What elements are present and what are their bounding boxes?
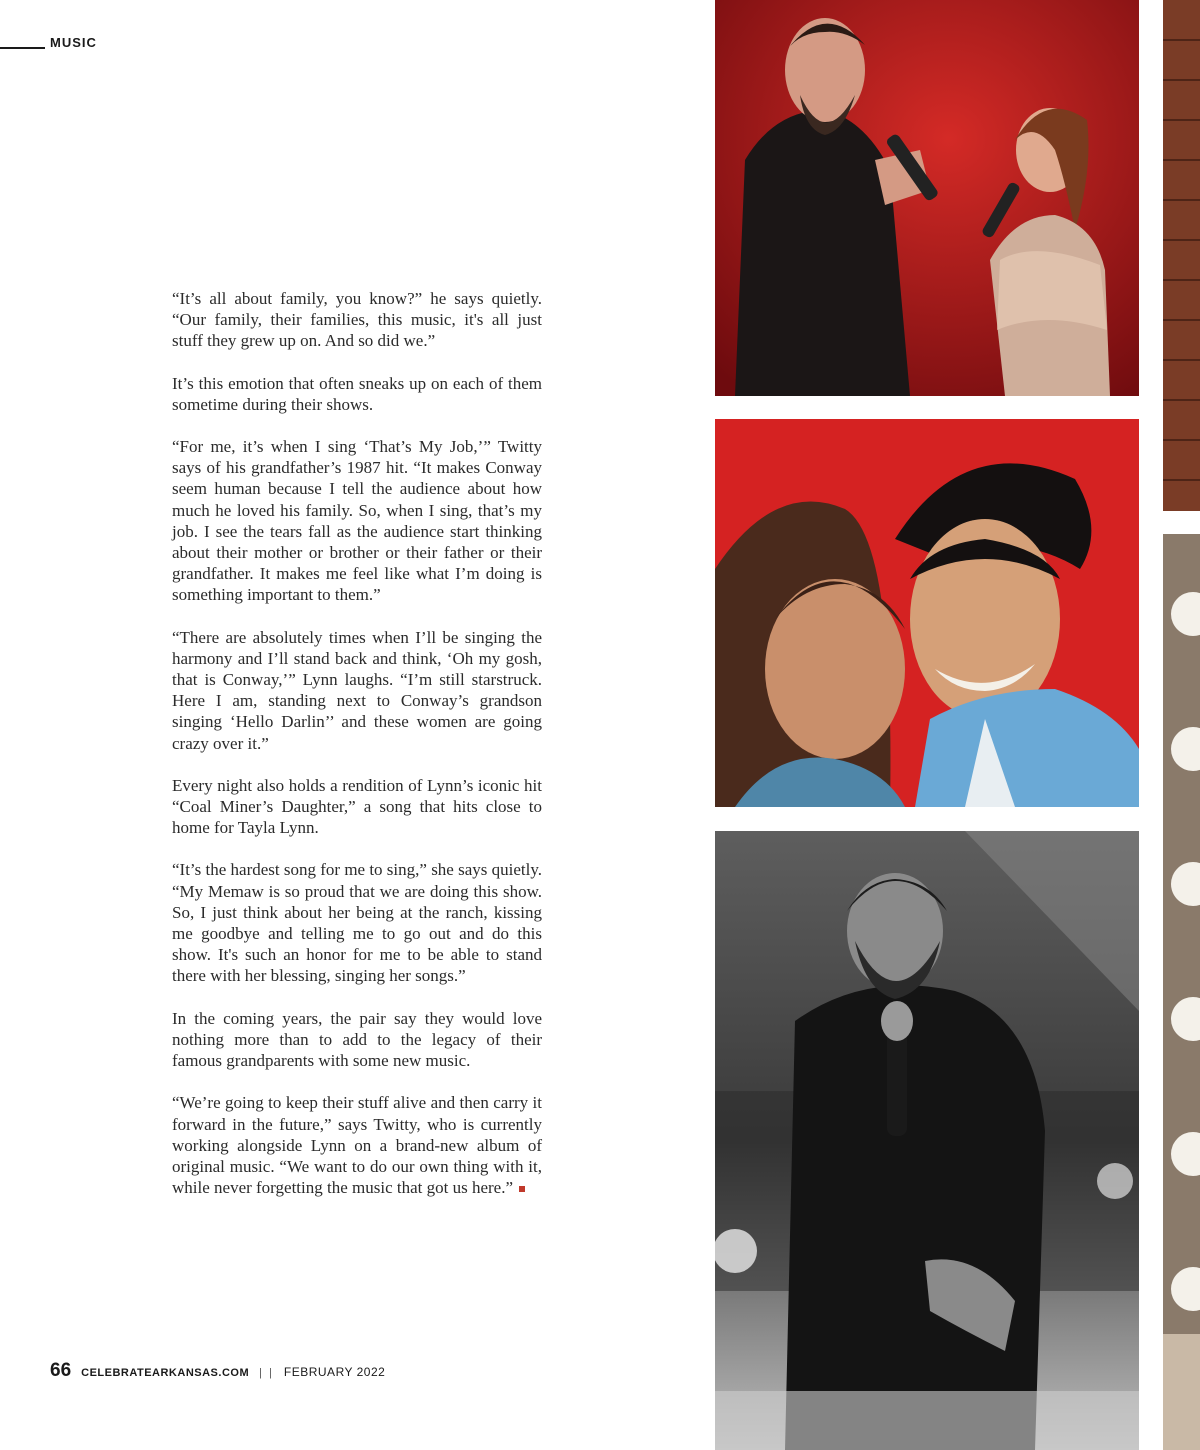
article-paragraph: “It’s the hardest song for me to sing,” she says quietly. “My Memaw is so proud that we are doing this show. So, I just think about her being at the ranch, kissing me goodbye and telling me to go out and do this show. It's such an honor for me to be able to stand there with her blessing, singing her songs.” xyxy=(172,860,542,986)
photo-duet-on-stage xyxy=(715,0,1139,396)
issue-date: FEBRUARY 2022 xyxy=(283,1365,386,1379)
section-rule xyxy=(0,47,45,49)
end-of-article-mark xyxy=(519,1186,525,1192)
article-paragraph-text: “We’re going to keep their stuff alive and then carry it forward in the future,” says Twitty, who is currently working alongside Lynn on a brand-new album of original music. “We want to do our own thing with it, while never forgetting the music that got us here.” xyxy=(172,1093,542,1198)
article-paragraph: In the coming years, the pair say they would love nothing more than to add to the legacy of their famous grandparents with some new music. xyxy=(172,1008,542,1071)
footer-separator: | | xyxy=(259,1367,274,1379)
page-footer xyxy=(50,1360,385,1382)
section-label: MUSIC xyxy=(50,35,97,50)
article-paragraph: “It’s all about family, you know?” he says quietly. “Our family, their families, this music, it's all just stuff they grew up on. And so did we.” xyxy=(172,289,542,351)
adjacent-page-brick-strip xyxy=(1163,0,1200,511)
article-paragraph: “For me, it’s when I sing ‘That’s My Job,’” Twitty says of his grandfather’s 1987 hit. “It makes Conway seem human because I tell the audience about how much he loved his family. So, when I sing, that’s my job. I see the tears fall as the audience start thinking about their mother or brother or their father or their grandfather. It makes me feel like what I’m doing is something important to them.” xyxy=(172,437,542,605)
photo-vintage-couple xyxy=(715,419,1139,807)
article-paragraph-last xyxy=(172,1092,542,1198)
adjacent-page-mirror-strip xyxy=(1163,534,1200,1450)
article-body xyxy=(172,288,542,1219)
article-paragraph: Every night also holds a rendition of Lynn’s iconic hit “Coal Miner’s Daughter,” a song that hits close to home for Tayla Lynn. xyxy=(172,775,542,838)
article-paragraph: It’s this emotion that often sneaks up on each of them sometime during their shows. xyxy=(172,373,542,414)
photo-singer-black-and-white xyxy=(715,831,1139,1450)
page-number: 66 xyxy=(50,1360,72,1381)
website-name: CELEBRATEARKANSAS.COM xyxy=(81,1367,250,1379)
article-paragraph: “There are absolutely times when I’ll be singing the harmony and I’ll stand back and think, ‘Oh my gosh, that is Conway,’” Lynn laughs. “I’m still starstruck. Here I am, standing next to Conway’s grandson singing ‘Hello Darlin’’ and these women are going crazy over it.” xyxy=(172,627,542,753)
